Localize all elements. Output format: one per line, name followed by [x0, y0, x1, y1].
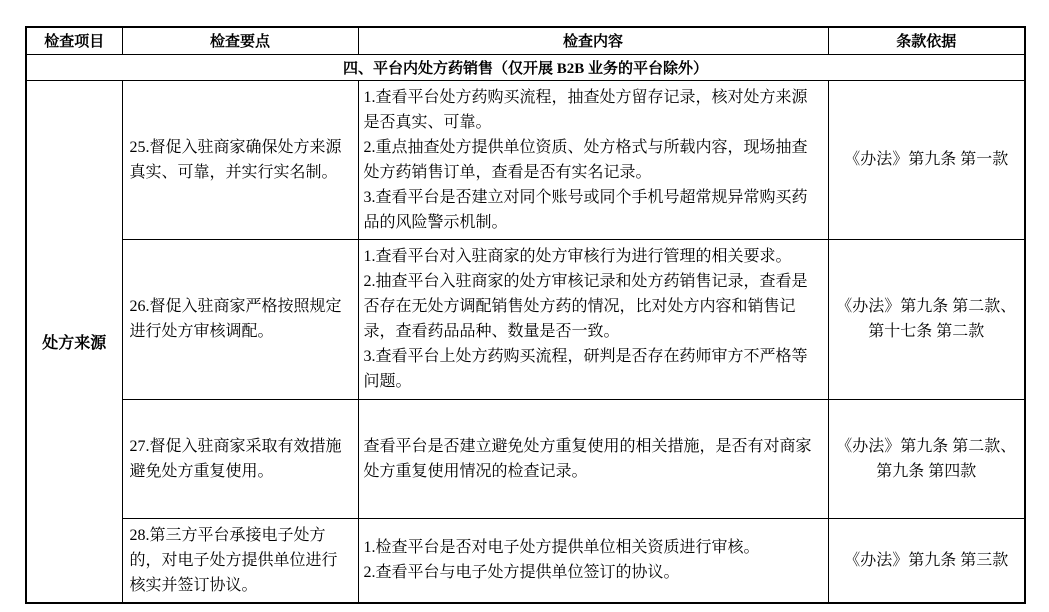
content-cell — [358, 399, 828, 518]
content-line: 3.查看平台是否建立对同个账号或同个手机号超常规异常购买药品的风险警示机制。 — [363, 188, 808, 231]
column-header-clause-basis: 条款依据 — [828, 27, 1025, 54]
key-point-cell: 26.督促入驻商家严格按照规定进行处方审核调配。 — [122, 239, 358, 399]
basis-cell — [828, 399, 1025, 518]
column-header-inspection-item: 检查项目 — [26, 27, 122, 54]
content-cell — [358, 239, 828, 399]
content-cell — [358, 518, 828, 603]
basis-line: 第十七条 第二款 — [868, 323, 985, 340]
basis-cell — [828, 239, 1025, 399]
basis-line: 《办法》第九条 第二款、 — [836, 437, 1017, 455]
column-header-inspection-content: 检查内容 — [358, 27, 828, 54]
basis-cell — [828, 80, 1025, 239]
basis-line: 第九条 第四款 — [876, 462, 977, 480]
content-line: 查看平台是否建立避免处方重复使用的相关措施，是否有对商家处方重复使用情况的检查记录。 — [363, 437, 812, 480]
content-line: 1.检查平台是否对电子处方提供单位相关资质进行审核。 — [363, 539, 760, 556]
table-row — [26, 399, 1025, 518]
section-title: 四、平台内处方药销售（仅开展 B2B 业务的平台除外） — [26, 54, 1025, 80]
key-point-cell: 25.督促入驻商家确保处方来源真实、可靠，并实行实名制。 — [122, 80, 358, 239]
inspection-table — [25, 26, 1026, 604]
content-line: 1.查看平台对入驻商家的处方审核行为进行管理的相关要求。 — [363, 248, 792, 265]
basis-line: 《办法》第九条 第三款 — [844, 551, 1009, 569]
key-point-cell: 27.督促入驻商家采取有效措施避免处方重复使用。 — [122, 399, 358, 518]
content-line: 2.抽查平台入驻商家的处方审核记录和处方药销售记录，查看是否存在无处方调配销售处方药的情况，比对处方内容和销售记录，查看药品品种、数量是否一致。 — [363, 273, 808, 340]
content-cell — [358, 80, 828, 239]
section-title-row — [26, 54, 1025, 80]
basis-line: 《办法》第九条 第二款、 — [836, 298, 1017, 315]
content-line: 2.查看平台与电子处方提供单位签订的协议。 — [363, 564, 680, 581]
table-header-row — [26, 27, 1025, 54]
basis-cell — [828, 518, 1025, 603]
content-line: 2.重点抽查处方提供单位资质、处方格式与所载内容，现场抽查处方药销售订单，查看是否有实名记录。 — [363, 138, 808, 181]
key-point-cell: 28.第三方平台承接电子处方的，对电子处方提供单位进行核实并签订协议。 — [122, 518, 358, 603]
column-header-key-points: 检查要点 — [122, 27, 358, 54]
table-row — [26, 518, 1025, 603]
content-line: 1.查看平台处方药购买流程，抽查处方留存记录，核对处方来源是否真实、可靠。 — [363, 88, 808, 131]
content-line: 3.查看平台上处方药购买流程，研判是否存在药师审方不严格等问题。 — [363, 348, 808, 390]
basis-line: 《办法》第九条 第一款 — [844, 151, 1009, 168]
item-group-cell: 处方来源 — [26, 80, 122, 603]
table-row — [26, 239, 1025, 399]
table-row — [26, 80, 1025, 239]
